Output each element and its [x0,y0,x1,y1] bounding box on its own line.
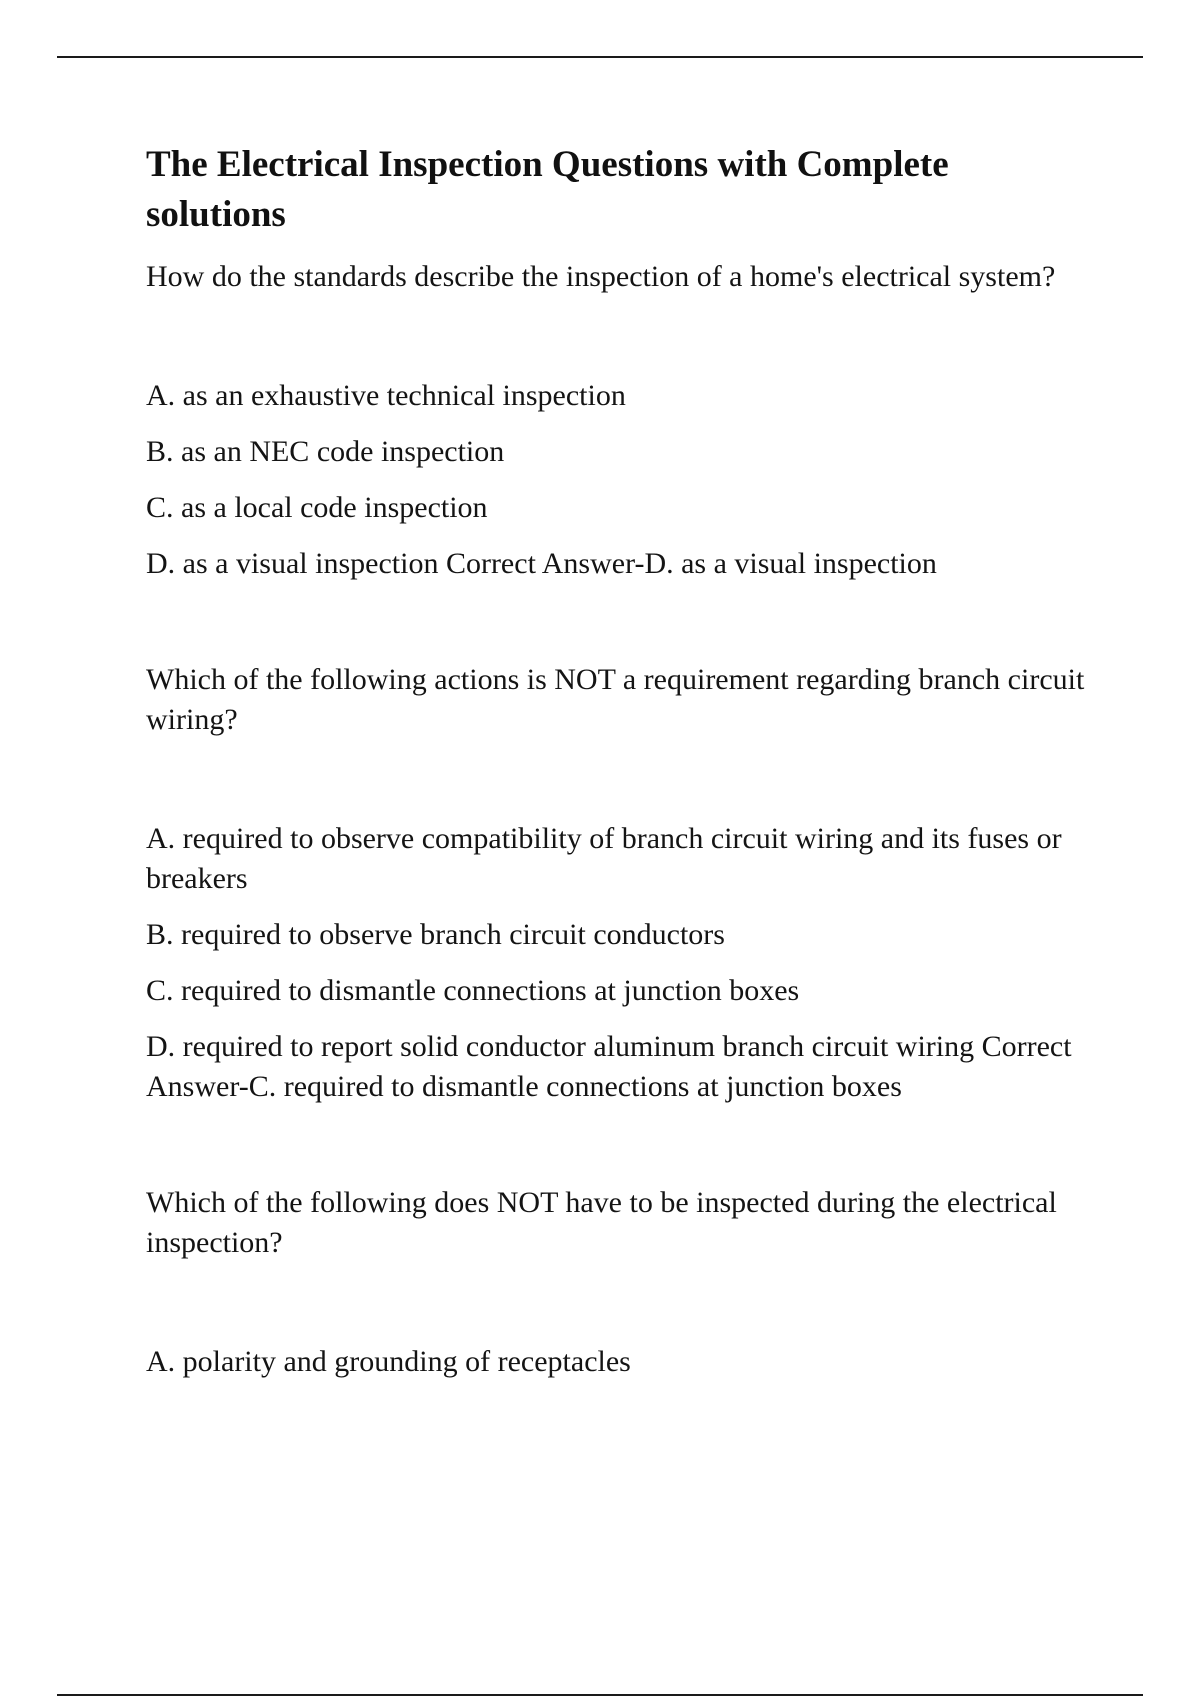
question-2 [146,660,1086,1107]
answer-option: A. polarity and grounding of receptacles [146,1345,631,1378]
answer-option: D. required to report solid conductor aluminum branch circuit wiring Correct Answer-C. required to dismantle connections at junction boxes [146,1030,1072,1103]
document-body [146,140,1086,1398]
document-title: The Electrical Inspection Questions with Complete solutions [146,144,949,235]
question-text: How do the standards describe the inspection of a home's electrical system? [146,260,1056,293]
question-text: Which of the following does NOT have to be inspected during the electrical inspection? [146,1186,1057,1259]
answer-option: A. as an exhaustive technical inspection [146,379,626,412]
answer-option: D. as a visual inspection Correct Answer-D. as a visual inspection [146,547,937,580]
answer-option: C. required to dismantle connections at junction boxes [146,974,800,1007]
answer-option: B. required to observe branch circuit conductors [146,918,725,951]
answer-option: C. as a local code inspection [146,491,488,524]
question-1 [146,257,1086,584]
top-divider [57,56,1143,58]
question-text: Which of the following actions is NOT a requirement regarding branch circuit wiring? [146,663,1085,736]
answer-option: B. as an NEC code inspection [146,435,505,468]
bottom-divider [57,1694,1143,1696]
question-3 [146,1183,1086,1382]
answer-option: A. required to observe compatibility of branch circuit wiring and its fuses or breakers [146,822,1062,895]
